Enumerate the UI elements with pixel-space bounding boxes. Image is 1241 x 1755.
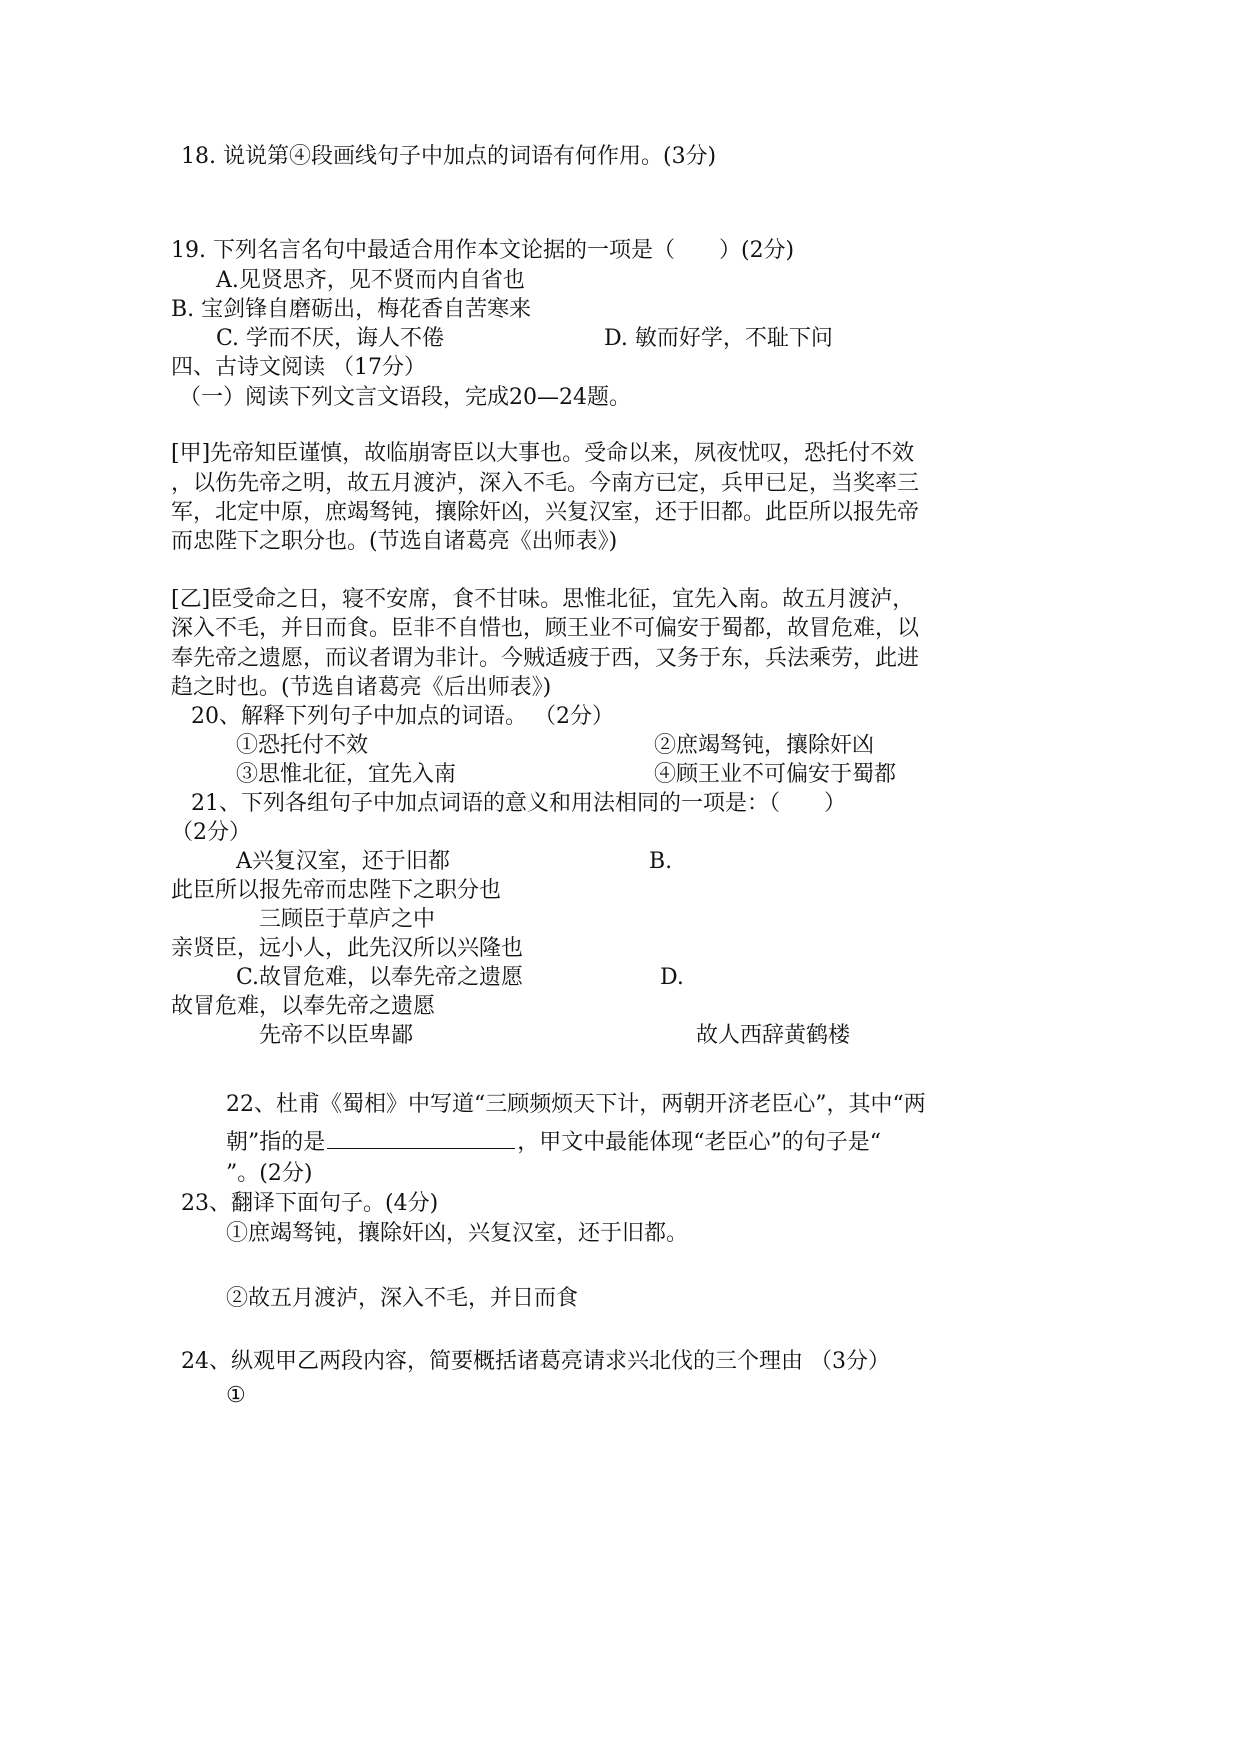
- question-22-text-a: 朝”指的是: [226, 1130, 326, 1155]
- question-19-option-d: D. 敏而好学，不耻下问: [604, 326, 833, 351]
- question-19-option-b: B. 宝剑锋自磨砺出，梅花香自苦寒来: [171, 297, 532, 322]
- question-22-text-b: ，甲文中最能体现“老臣心”的句子是“: [517, 1130, 881, 1155]
- question-20-item-3: ③思惟北征，宜先入南: [236, 762, 457, 787]
- question-21-option-b-line-2: 亲贤臣，远小人，此先汉所以兴隆也: [171, 936, 524, 961]
- passage-jia-line: 而忠陛下之职分也。(节选自诸葛亮《出师表》): [171, 529, 618, 554]
- question-21-option-c-line-2: 先帝不以臣卑鄙: [259, 1023, 414, 1048]
- question-21-option-c-line-1: C.故冒危难，以奉先帝之遗愿: [236, 965, 524, 990]
- question-21-score: （2分）: [171, 820, 251, 845]
- question-19-stem: 19. 下列名言名句中最适合用作本文论据的一项是（ ）(2分): [171, 238, 795, 263]
- answer-blank[interactable]: [327, 1147, 515, 1149]
- question-22-line-2: [226, 1132, 881, 1154]
- section-4-title: 四、古诗文阅读 （17分）: [171, 355, 426, 380]
- question-24-stem: 24、纵观甲乙两段内容，简要概括诸葛亮请求兴北伐的三个理由 （3分）: [181, 1349, 890, 1374]
- question-21-option-a-line-1: A兴复汉室，还于旧都: [236, 849, 450, 874]
- passage-jia-line: ，以伤先帝之明，故五月渡泸，深入不毛。今南方已定，兵甲已足，当奖率三: [171, 471, 920, 496]
- section-4-subtitle: （一）阅读下列文言文语段，完成20—24题。: [179, 385, 631, 410]
- passage-jia-line: 军，北定中原，庶竭驽钝，攘除奸凶，兴复汉室，还于旧都。此臣所以报先帝: [171, 500, 920, 525]
- question-23-stem: 23、翻译下面句子。(4分): [181, 1191, 439, 1216]
- question-20-stem: 20、解释下列句子中加点的词语。 （2分）: [191, 704, 614, 729]
- question-21-option-a-line-2: 三顾臣于草庐之中: [259, 907, 436, 932]
- question-21-option-b-label: B.: [649, 849, 673, 874]
- question-18: 18. 说说第④段画线句子中加点的词语有何作用。(3分): [181, 144, 717, 169]
- question-23-sentence-1: ①庶竭驽钝，攘除奸凶，兴复汉室，还于旧都。: [226, 1221, 689, 1246]
- question-19-option-c: C. 学而不厌，诲人不倦: [216, 326, 445, 351]
- passage-yi-line: 趋之时也。(节选自诸葛亮《后出师表》): [171, 675, 552, 700]
- passage-yi-line: 奉先帝之遗愿，而议者谓为非计。今贼适疲于西，又务于东，兵法乘劳，此进: [171, 646, 920, 671]
- question-19-option-a: A.见贤思齐，见不贤而内自省也: [216, 268, 525, 293]
- question-21-stem: 21、下列各组句子中加点词语的意义和用法相同的一项是：（ ）: [191, 791, 846, 816]
- question-21-option-d-line-2: 故人西辞黄鹤楼: [696, 1023, 851, 1048]
- passage-yi-line: [乙]臣受命之日，寝不安席，食不甘味。思惟北征，宜先入南。故五月渡泸，: [171, 587, 915, 612]
- question-20-item-4: ④顾王业不可偏安于蜀都: [654, 762, 897, 787]
- question-24-number-1: ①: [226, 1383, 246, 1408]
- question-21-option-d-label: D.: [660, 965, 684, 990]
- passage-jia-line: [甲]先帝知臣谨慎，故临崩寄臣以大事也。受命以来，夙夜忧叹，恐托付不效: [171, 441, 915, 466]
- question-22-line-3: ”。(2分): [226, 1161, 313, 1186]
- question-21-option-d-line-1: 故冒危难，以奉先帝之遗愿: [171, 994, 436, 1019]
- question-23-sentence-2: ②故五月渡泸，深入不毛，并日而食: [226, 1286, 579, 1311]
- question-20-item-2: ②庶竭驽钝，攘除奸凶: [654, 733, 875, 758]
- question-20-item-1: ①恐托付不效: [236, 733, 369, 758]
- question-22-line-1: 22、杜甫《蜀相》中写道“三顾频烦天下计，两朝开济老臣心”，其中“两: [226, 1092, 926, 1117]
- passage-yi-line: 深入不毛，并日而食。臣非不自惜也，顾王业不可偏安于蜀都，故冒危难，以: [171, 616, 920, 641]
- question-21-option-b-line-1: 此臣所以报先帝而忠陛下之职分也: [171, 878, 502, 903]
